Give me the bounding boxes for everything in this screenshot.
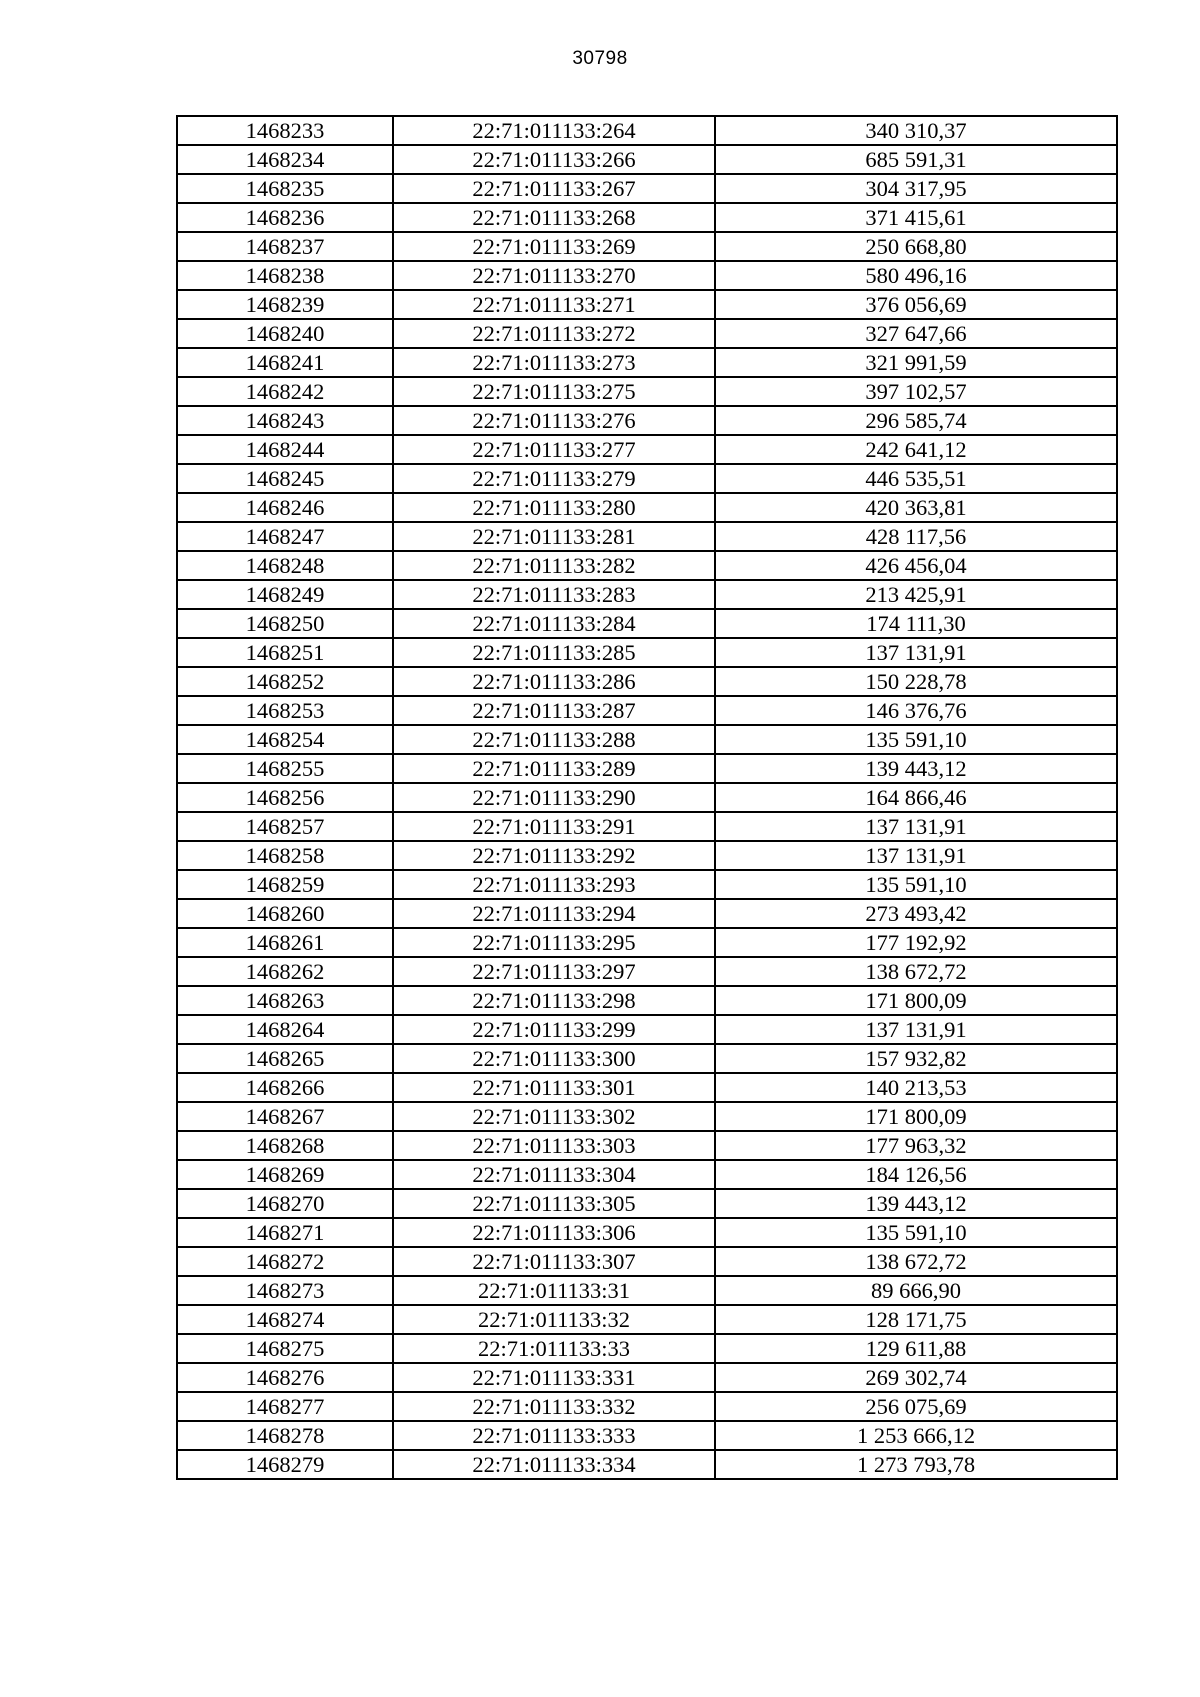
row-number-cell: 1468246 — [177, 493, 393, 522]
row-number-cell: 1468275 — [177, 1334, 393, 1363]
row-number-cell: 1468243 — [177, 406, 393, 435]
row-number-cell: 1468248 — [177, 551, 393, 580]
row-number-cell: 1468267 — [177, 1102, 393, 1131]
table-row — [177, 145, 1117, 174]
cadastral-number-cell: 22:71:011133:292 — [393, 841, 715, 870]
table-row — [177, 1102, 1117, 1131]
table-row — [177, 435, 1117, 464]
cadastral-number-cell: 22:71:011133:280 — [393, 493, 715, 522]
cadastral-value-cell: 256 075,69 — [715, 1392, 1117, 1421]
row-number-cell: 1468271 — [177, 1218, 393, 1247]
cadastral-number-cell: 22:71:011133:293 — [393, 870, 715, 899]
cadastral-value-cell: 177 963,32 — [715, 1131, 1117, 1160]
table-row — [177, 1276, 1117, 1305]
cadastral-value-cell: 685 591,31 — [715, 145, 1117, 174]
table-row — [177, 464, 1117, 493]
cadastral-number-cell: 22:71:011133:299 — [393, 1015, 715, 1044]
cadastral-number-cell: 22:71:011133:332 — [393, 1392, 715, 1421]
row-number-cell: 1468262 — [177, 957, 393, 986]
cadastral-number-cell: 22:71:011133:269 — [393, 232, 715, 261]
cadastral-number-cell: 22:71:011133:277 — [393, 435, 715, 464]
row-number-cell: 1468277 — [177, 1392, 393, 1421]
cadastral-number-cell: 22:71:011133:267 — [393, 174, 715, 203]
row-number-cell: 1468256 — [177, 783, 393, 812]
cadastral-number-cell: 22:71:011133:282 — [393, 551, 715, 580]
table-row — [177, 1421, 1117, 1450]
cadastral-value-cell: 580 496,16 — [715, 261, 1117, 290]
table-row — [177, 1334, 1117, 1363]
table-row — [177, 725, 1117, 754]
row-number-cell: 1468261 — [177, 928, 393, 957]
table-row — [177, 1450, 1117, 1479]
cadastral-number-cell: 22:71:011133:273 — [393, 348, 715, 377]
cadastral-value-cell: 1 273 793,78 — [715, 1450, 1117, 1479]
row-number-cell: 1468264 — [177, 1015, 393, 1044]
table-row — [177, 551, 1117, 580]
row-number-cell: 1468239 — [177, 290, 393, 319]
table-row — [177, 290, 1117, 319]
cadastral-number-cell: 22:71:011133:290 — [393, 783, 715, 812]
cadastral-number-cell: 22:71:011133:270 — [393, 261, 715, 290]
cadastral-value-cell: 171 800,09 — [715, 1102, 1117, 1131]
page-number: 30798 — [572, 48, 628, 69]
table-row — [177, 1305, 1117, 1334]
cadastral-value-cell: 269 302,74 — [715, 1363, 1117, 1392]
cadastral-number-cell: 22:71:011133:331 — [393, 1363, 715, 1392]
cadastral-value-cell: 321 991,59 — [715, 348, 1117, 377]
table-row — [177, 580, 1117, 609]
row-number-cell: 1468265 — [177, 1044, 393, 1073]
cadastral-number-cell: 22:71:011133:334 — [393, 1450, 715, 1479]
row-number-cell: 1468274 — [177, 1305, 393, 1334]
cadastral-number-cell: 22:71:011133:268 — [393, 203, 715, 232]
cadastral-value-cell: 177 192,92 — [715, 928, 1117, 957]
table-row — [177, 1160, 1117, 1189]
cadastral-value-cell: 304 317,95 — [715, 174, 1117, 203]
cadastral-value-cell: 213 425,91 — [715, 580, 1117, 609]
row-number-cell: 1468236 — [177, 203, 393, 232]
row-number-cell: 1468258 — [177, 841, 393, 870]
row-number-cell: 1468245 — [177, 464, 393, 493]
table-row — [177, 1073, 1117, 1102]
cadastral-value-cell: 138 672,72 — [715, 957, 1117, 986]
cadastral-value-cell: 135 591,10 — [715, 1218, 1117, 1247]
cadastral-number-cell: 22:71:011133:276 — [393, 406, 715, 435]
table-row — [177, 319, 1117, 348]
row-number-cell: 1468251 — [177, 638, 393, 667]
table-row — [177, 232, 1117, 261]
cadastral-number-cell: 22:71:011133:272 — [393, 319, 715, 348]
cadastral-number-cell: 22:71:011133:275 — [393, 377, 715, 406]
cadastral-value-cell: 137 131,91 — [715, 638, 1117, 667]
cadastral-number-cell: 22:71:011133:302 — [393, 1102, 715, 1131]
cadastral-number-cell: 22:71:011133:333 — [393, 1421, 715, 1450]
table-row — [177, 116, 1117, 145]
cadastral-value-cell: 184 126,56 — [715, 1160, 1117, 1189]
cadastral-number-cell: 22:71:011133:305 — [393, 1189, 715, 1218]
table-row — [177, 812, 1117, 841]
table-row — [177, 696, 1117, 725]
cadastral-value-cell: 371 415,61 — [715, 203, 1117, 232]
cadastral-number-cell: 22:71:011133:279 — [393, 464, 715, 493]
row-number-cell: 1468263 — [177, 986, 393, 1015]
row-number-cell: 1468242 — [177, 377, 393, 406]
table-row — [177, 377, 1117, 406]
table-row — [177, 899, 1117, 928]
table-row — [177, 754, 1117, 783]
cadastral-value-cell: 140 213,53 — [715, 1073, 1117, 1102]
row-number-cell: 1468269 — [177, 1160, 393, 1189]
table-row — [177, 493, 1117, 522]
cadastral-number-cell: 22:71:011133:271 — [393, 290, 715, 319]
table-row — [177, 522, 1117, 551]
cadastral-value-cell: 327 647,66 — [715, 319, 1117, 348]
table-row — [177, 783, 1117, 812]
cadastral-number-cell: 22:71:011133:307 — [393, 1247, 715, 1276]
row-number-cell: 1468244 — [177, 435, 393, 464]
cadastral-value-cell: 146 376,76 — [715, 696, 1117, 725]
row-number-cell: 1468276 — [177, 1363, 393, 1392]
cadastral-value-cell: 420 363,81 — [715, 493, 1117, 522]
row-number-cell: 1468257 — [177, 812, 393, 841]
cadastral-value-cell: 428 117,56 — [715, 522, 1117, 551]
cadastral-value-cell: 164 866,46 — [715, 783, 1117, 812]
cadastral-value-cell: 426 456,04 — [715, 551, 1117, 580]
row-number-cell: 1468233 — [177, 116, 393, 145]
cadastral-value-cell: 137 131,91 — [715, 812, 1117, 841]
table-row — [177, 928, 1117, 957]
cadastral-number-cell: 22:71:011133:298 — [393, 986, 715, 1015]
row-number-cell: 1468255 — [177, 754, 393, 783]
table-row — [177, 609, 1117, 638]
cadastral-number-cell: 22:71:011133:287 — [393, 696, 715, 725]
table-row — [177, 957, 1117, 986]
cadastral-value-cell: 157 932,82 — [715, 1044, 1117, 1073]
cadastral-number-cell: 22:71:011133:301 — [393, 1073, 715, 1102]
cadastral-number-cell: 22:71:011133:284 — [393, 609, 715, 638]
cadastral-number-cell: 22:71:011133:300 — [393, 1044, 715, 1073]
table-row — [177, 841, 1117, 870]
cadastral-value-cell: 174 111,30 — [715, 609, 1117, 638]
row-number-cell: 1468270 — [177, 1189, 393, 1218]
cadastral-value-cell: 138 672,72 — [715, 1247, 1117, 1276]
cadastral-number-cell: 22:71:011133:31 — [393, 1276, 715, 1305]
cadastral-value-cell: 150 228,78 — [715, 667, 1117, 696]
cadastral-value-cell: 171 800,09 — [715, 986, 1117, 1015]
cadastral-value-cell: 296 585,74 — [715, 406, 1117, 435]
cadastral-number-cell: 22:71:011133:285 — [393, 638, 715, 667]
row-number-cell: 1468260 — [177, 899, 393, 928]
cadastral-value-cell: 137 131,91 — [715, 841, 1117, 870]
table-row — [177, 870, 1117, 899]
row-number-cell: 1468235 — [177, 174, 393, 203]
row-number-cell: 1468247 — [177, 522, 393, 551]
row-number-cell: 1468238 — [177, 261, 393, 290]
cadastral-number-cell: 22:71:011133:294 — [393, 899, 715, 928]
table-row — [177, 203, 1117, 232]
row-number-cell: 1468234 — [177, 145, 393, 174]
cadastral-value-cell: 129 611,88 — [715, 1334, 1117, 1363]
cadastral-number-cell: 22:71:011133:291 — [393, 812, 715, 841]
table-row — [177, 1131, 1117, 1160]
cadastral-number-cell: 22:71:011133:297 — [393, 957, 715, 986]
cadastral-value-cell: 1 253 666,12 — [715, 1421, 1117, 1450]
table-row — [177, 261, 1117, 290]
cadastral-value-cell: 137 131,91 — [715, 1015, 1117, 1044]
table-row — [177, 174, 1117, 203]
cadastral-value-table — [176, 115, 1118, 1480]
row-number-cell: 1468278 — [177, 1421, 393, 1450]
cadastral-number-cell: 22:71:011133:289 — [393, 754, 715, 783]
cadastral-value-cell: 135 591,10 — [715, 725, 1117, 754]
cadastral-number-cell: 22:71:011133:264 — [393, 116, 715, 145]
row-number-cell: 1468259 — [177, 870, 393, 899]
row-number-cell: 1468240 — [177, 319, 393, 348]
row-number-cell: 1468237 — [177, 232, 393, 261]
row-number-cell: 1468254 — [177, 725, 393, 754]
table-row — [177, 1247, 1117, 1276]
table-row — [177, 1015, 1117, 1044]
row-number-cell: 1468250 — [177, 609, 393, 638]
table-row — [177, 1218, 1117, 1247]
cadastral-number-cell: 22:71:011133:304 — [393, 1160, 715, 1189]
cadastral-value-cell: 128 171,75 — [715, 1305, 1117, 1334]
cadastral-value-cell: 250 668,80 — [715, 232, 1117, 261]
row-number-cell: 1468268 — [177, 1131, 393, 1160]
cadastral-value-cell: 139 443,12 — [715, 1189, 1117, 1218]
cadastral-number-cell: 22:71:011133:288 — [393, 725, 715, 754]
cadastral-number-cell: 22:71:011133:32 — [393, 1305, 715, 1334]
row-number-cell: 1468252 — [177, 667, 393, 696]
cadastral-value-cell: 397 102,57 — [715, 377, 1117, 406]
table-row — [177, 638, 1117, 667]
row-number-cell: 1468253 — [177, 696, 393, 725]
row-number-cell: 1468249 — [177, 580, 393, 609]
table-body — [177, 116, 1117, 1479]
table-row — [177, 1044, 1117, 1073]
cadastral-number-cell: 22:71:011133:283 — [393, 580, 715, 609]
cadastral-value-cell: 242 641,12 — [715, 435, 1117, 464]
row-number-cell: 1468272 — [177, 1247, 393, 1276]
cadastral-number-cell: 22:71:011133:281 — [393, 522, 715, 551]
row-number-cell: 1468273 — [177, 1276, 393, 1305]
cadastral-number-cell: 22:71:011133:295 — [393, 928, 715, 957]
cadastral-value-cell: 135 591,10 — [715, 870, 1117, 899]
cadastral-value-cell: 139 443,12 — [715, 754, 1117, 783]
cadastral-number-cell: 22:71:011133:33 — [393, 1334, 715, 1363]
cadastral-number-cell: 22:71:011133:266 — [393, 145, 715, 174]
cadastral-value-cell: 89 666,90 — [715, 1276, 1117, 1305]
table-row — [177, 1363, 1117, 1392]
table-row — [177, 986, 1117, 1015]
cadastral-value-cell: 376 056,69 — [715, 290, 1117, 319]
table-row — [177, 348, 1117, 377]
cadastral-value-cell: 446 535,51 — [715, 464, 1117, 493]
table-row — [177, 1189, 1117, 1218]
cadastral-number-cell: 22:71:011133:286 — [393, 667, 715, 696]
cadastral-number-cell: 22:71:011133:306 — [393, 1218, 715, 1247]
cadastral-value-cell: 273 493,42 — [715, 899, 1117, 928]
cadastral-value-cell: 340 310,37 — [715, 116, 1117, 145]
row-number-cell: 1468241 — [177, 348, 393, 377]
table-row — [177, 406, 1117, 435]
row-number-cell: 1468266 — [177, 1073, 393, 1102]
cadastral-number-cell: 22:71:011133:303 — [393, 1131, 715, 1160]
row-number-cell: 1468279 — [177, 1450, 393, 1479]
table-row — [177, 667, 1117, 696]
table-row — [177, 1392, 1117, 1421]
